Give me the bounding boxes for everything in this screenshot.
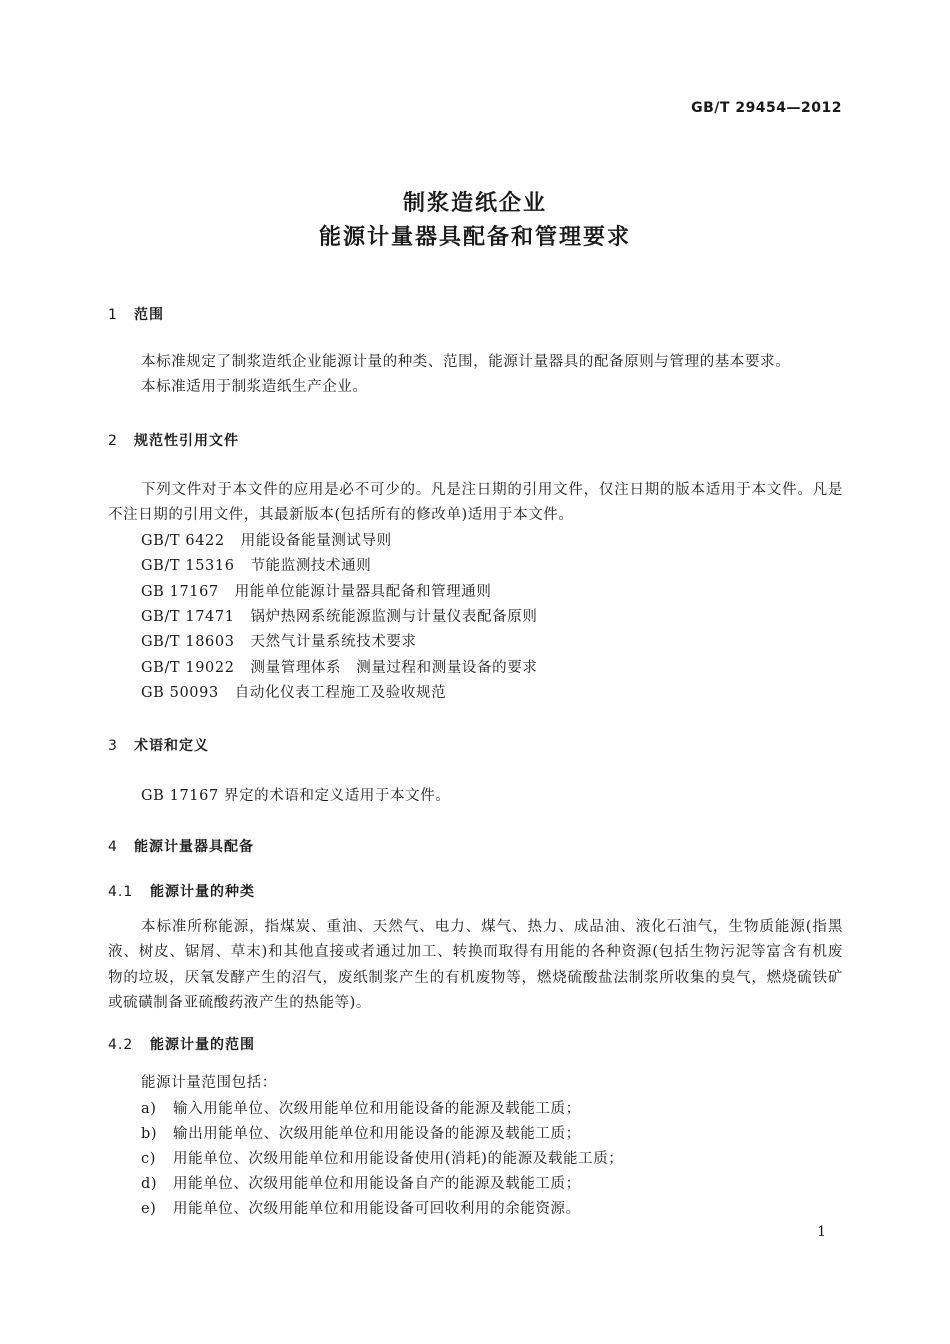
- section-number: 4: [108, 839, 118, 855]
- reference-item: [141, 605, 537, 626]
- list-item-text: 输入用能单位、次级用能单位和用能设备的能源及载能工质；: [173, 1101, 581, 1117]
- document-title-line2: 能源计量器具配备和管理要求: [318, 225, 631, 250]
- list-item-text: 输出用能单位、次级用能单位和用能设备的能源及载能工质；: [173, 1126, 581, 1142]
- reference-item: [141, 580, 491, 601]
- section-1-paragraph-1: 本标准规定了制浆造纸企业能源计量的种类、范围，能源计量器具的配备原则与管理的基本要求。: [141, 354, 791, 370]
- reference-item: [141, 554, 371, 575]
- reference-title: 测量管理体系 测量过程和测量设备的要求: [250, 660, 538, 676]
- reference-code: GB/T 17471: [141, 609, 235, 625]
- list-item-label: b): [141, 1126, 158, 1142]
- subsection-4-1-heading: [108, 881, 255, 901]
- section-3-heading: [108, 735, 209, 755]
- section-title: 范围: [134, 307, 164, 323]
- list-item-label: a): [141, 1101, 157, 1117]
- section-title: 能源计量器具配备: [134, 839, 254, 855]
- subsection-number: 4.2: [108, 1037, 134, 1053]
- list-item: [141, 1122, 581, 1143]
- list-item-label: e): [141, 1201, 157, 1217]
- list-item-text: 用能单位、次级用能单位和用能设备使用(消耗)的能源及载能工质；: [173, 1151, 624, 1167]
- reference-code: GB 50093: [141, 685, 219, 701]
- section-number: 3: [108, 738, 118, 754]
- reference-code: GB 17167: [141, 584, 219, 600]
- list-item-text: 用能单位、次级用能单位和用能设备可回收利用的余能资源。: [173, 1201, 581, 1217]
- reference-title: 自动化仪表工程施工及验收规范: [234, 685, 447, 701]
- list-item-label: d): [141, 1176, 158, 1192]
- subsection-4-2-heading: [108, 1034, 255, 1054]
- list-item-label: c): [141, 1151, 156, 1167]
- page-number: 1: [817, 1224, 826, 1240]
- reference-code: GB/T 18603: [141, 634, 235, 650]
- reference-title: 用能单位能源计量器具配备和管理通则: [234, 584, 492, 600]
- section-2-heading: [108, 430, 239, 450]
- reference-code: GB/T 15316: [141, 558, 235, 574]
- list-item-text: 用能单位、次级用能单位和用能设备自产的能源及载能工质；: [173, 1176, 581, 1192]
- standard-number: GB/T 29454—2012: [691, 100, 842, 116]
- reference-title: 节能监测技术通则: [250, 558, 372, 574]
- subsection-number: 4.1: [108, 884, 134, 900]
- reference-item: [141, 681, 446, 702]
- reference-code: GB/T 19022: [141, 660, 235, 676]
- section-4-heading: [108, 836, 254, 856]
- section-1-paragraph-2: 本标准适用于制浆造纸生产企业。: [141, 379, 368, 395]
- reference-title: 锅炉热网系统能源监测与计量仪表配备原则: [250, 609, 538, 625]
- section-title: 术语和定义: [134, 738, 209, 754]
- section-title: 规范性引用文件: [134, 433, 239, 449]
- section-3-text: GB 17167 界定的术语和定义适用于本文件。: [141, 788, 451, 804]
- subsection-4-2-intro: 能源计量范围包括：: [141, 1075, 277, 1091]
- reference-item: [141, 529, 392, 550]
- list-item: [141, 1197, 581, 1218]
- subsection-title: 能源计量的范围: [150, 1037, 255, 1053]
- section-number: 1: [108, 307, 118, 323]
- document-title-line1: 制浆造纸企业: [402, 191, 547, 216]
- list-item: [141, 1172, 581, 1193]
- section-2-intro: 下列文件对于本文件的应用是必不可少的。凡是注日期的引用文件，仅注日期的版本适用于本文件。凡是不注日期的引用文件，其最新版本(包括所有的修改单)适用于本文件。: [108, 482, 843, 524]
- list-item: [141, 1147, 623, 1168]
- section-1-heading: [108, 304, 164, 324]
- reference-title: 用能设备能量测试导则: [240, 533, 392, 549]
- subsection-4-1-text: 本标准所称能源，指煤炭、重油、天然气、电力、煤气、热力、成品油、液化石油气，生物质能源(指黑液、树皮、锯屑、草末)和其他直接或者通过加工、转换而取得有用能的各种资源(包括生物污泥等富含有机废物的垃圾，厌氧发酵产生的沼气，废纸制浆产生的有机废物等，燃烧硫酸盐法制浆所收集的臭气，燃烧硫铁矿或硫磺制备亚硫酸药液产生的热能等)。: [108, 919, 843, 1011]
- reference-item: [141, 656, 537, 677]
- reference-item: [141, 630, 417, 651]
- reference-title: 天然气计量系统技术要求: [250, 634, 417, 650]
- subsection-title: 能源计量的种类: [150, 884, 255, 900]
- reference-code: GB/T 6422: [141, 533, 225, 549]
- section-number: 2: [108, 433, 118, 449]
- list-item: [141, 1097, 581, 1118]
